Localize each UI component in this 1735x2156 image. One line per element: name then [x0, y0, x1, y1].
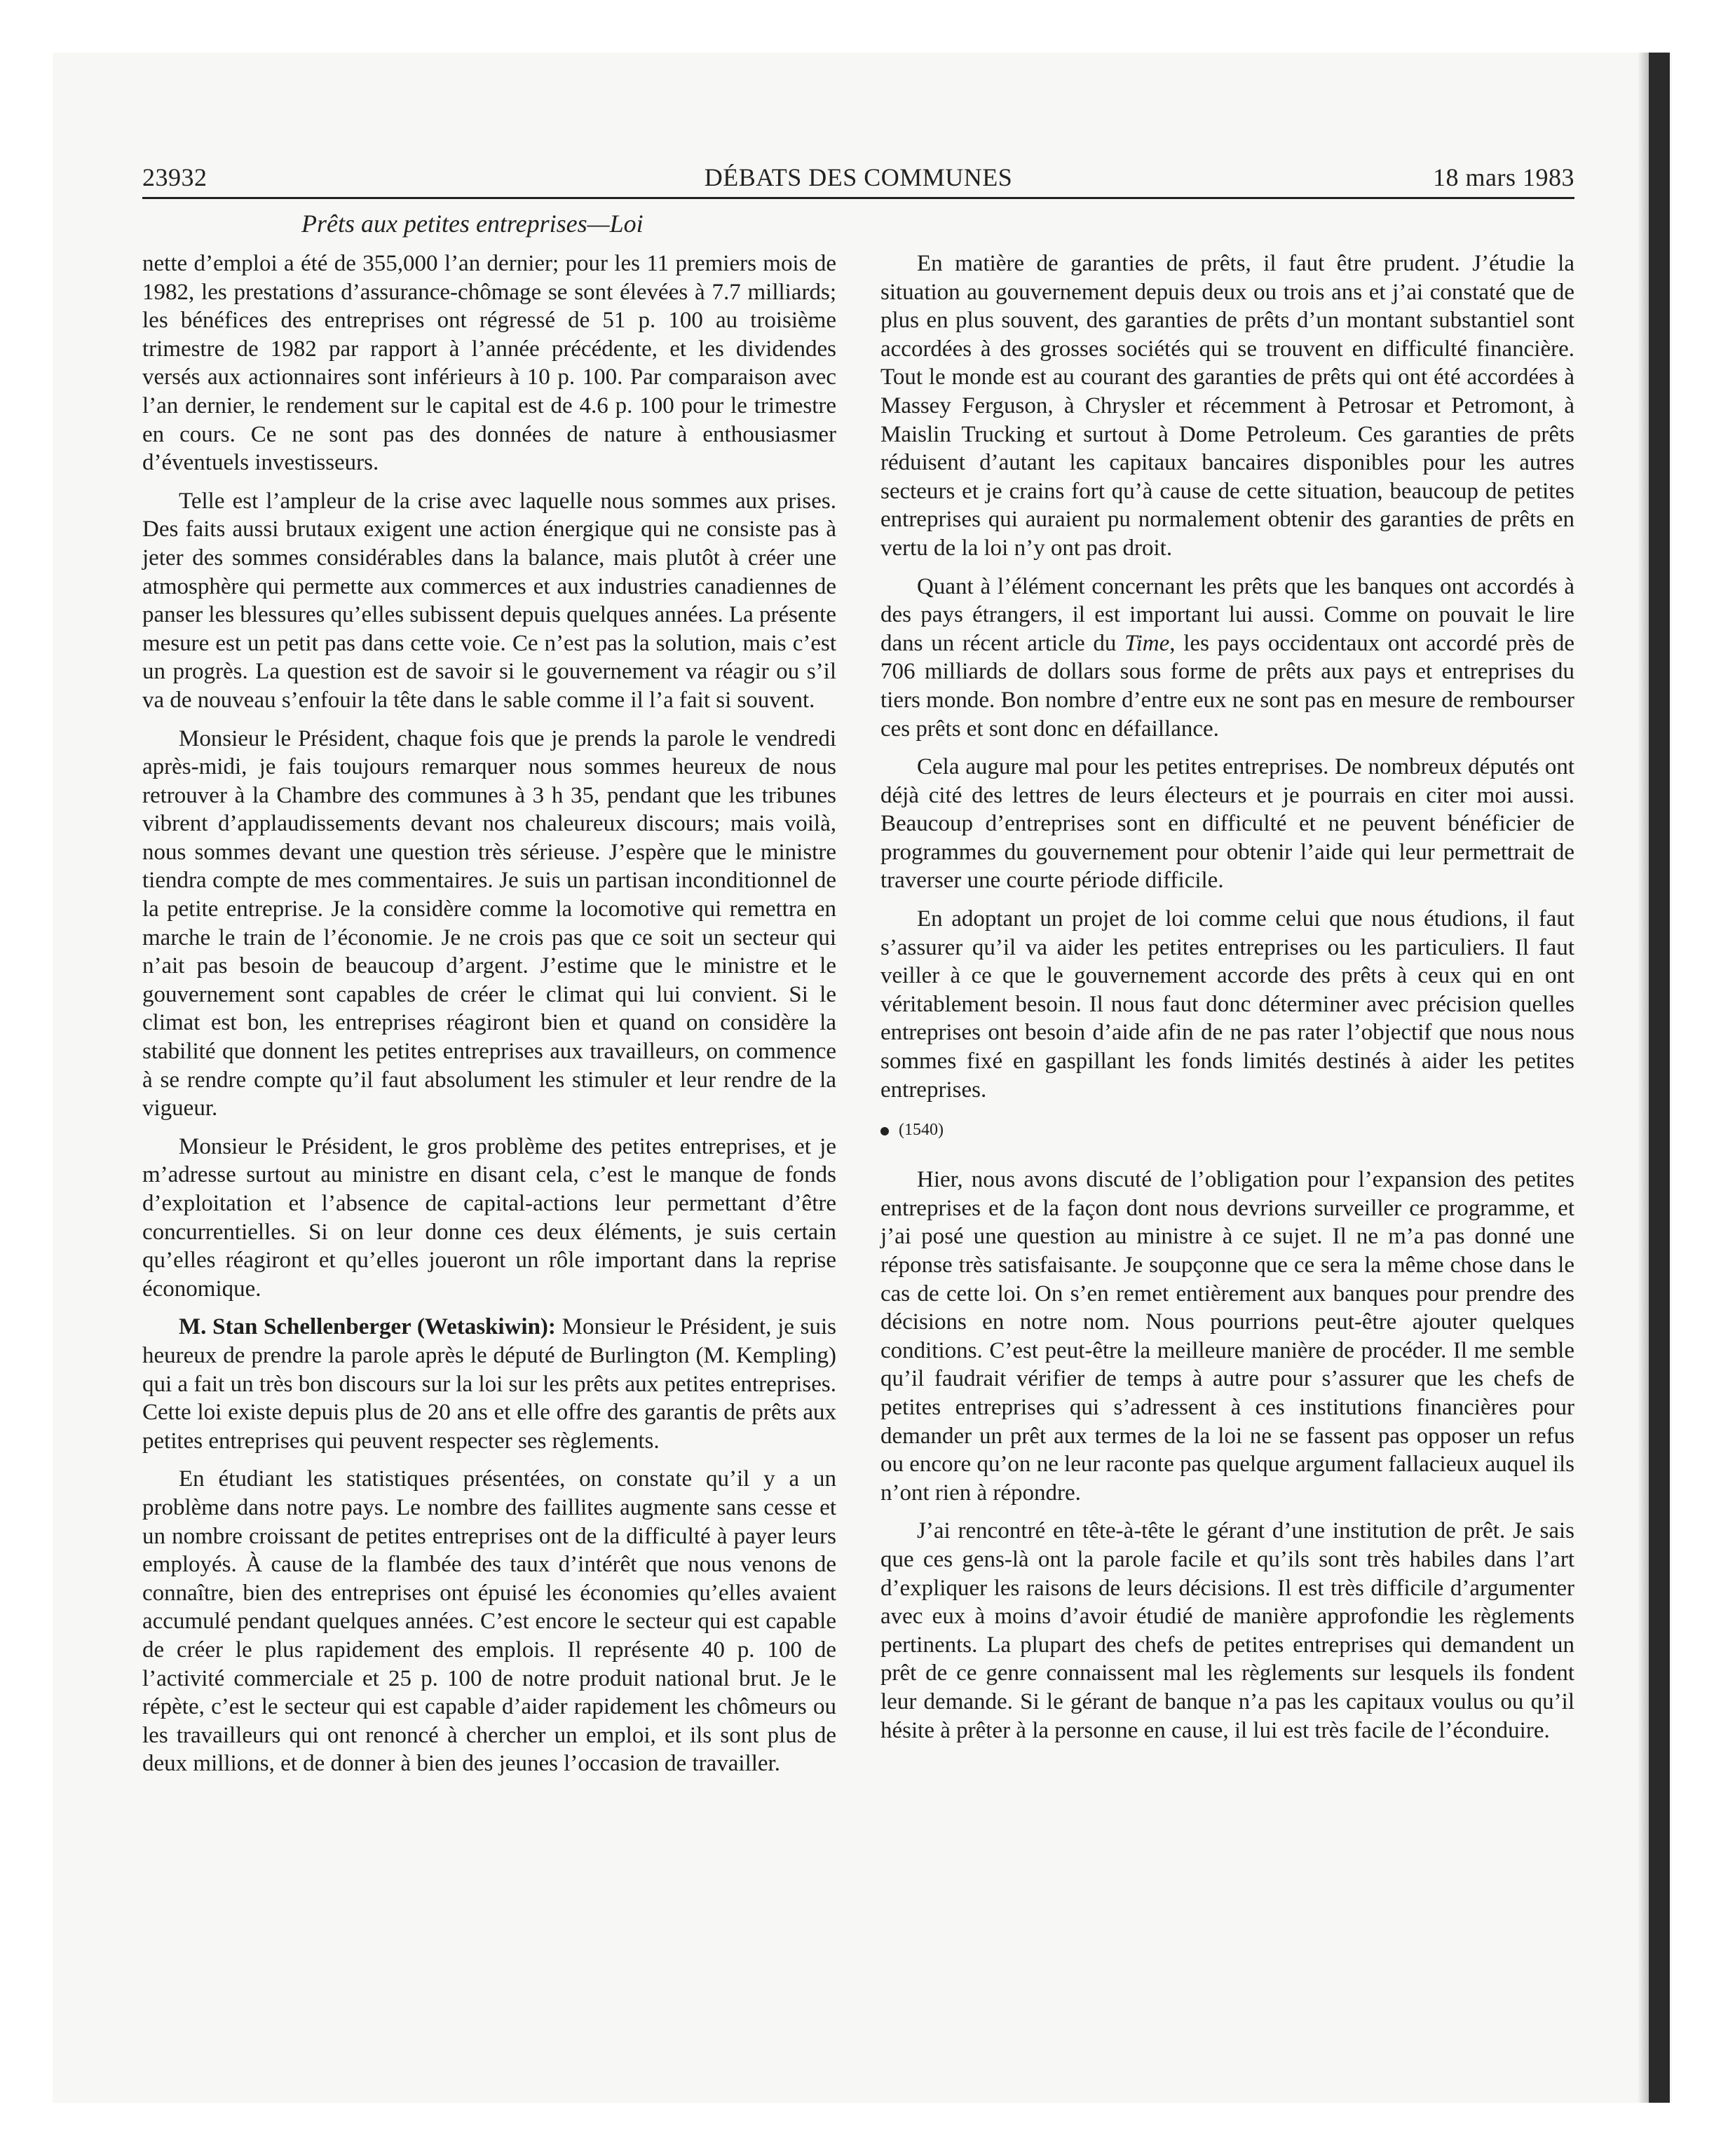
binding-edge: [1649, 53, 1670, 2103]
running-header: [142, 158, 1574, 200]
left-column: [142, 250, 836, 1788]
paragraph: Cela augure mal pour les petites entreprises. De nombreux députés ont déjà cité des lettres de leurs électeurs et je pourrais en citer moi aussi. Beaucoup d’entreprises sont en difficulté et ne peuvent bénéficier de programmes du gouvernement pour obtenir l’aide qui leur permettrait de traverser une courte période difficile.: [880, 754, 1574, 894]
paragraph: En matière de garanties de prêts, il faut être prudent. J’étudie la situation au gouvernement depuis deux ou trois ans et j’ai constaté que de plus en plus souvent, des garanties de prêts d’un montant substantiel sont accordées à des grosses sociétés qui se trouvent en difficulté financière. Tout le monde est au courant des garanties de prêts qui ont été accordées à Massey Ferguson, à Chrysler et récemment à Petrosar et Petromont, à Maislin Trucking et surtout à Dome Petroleum. Ces garanties de prêts réduisent d’autant les capitaux bancaires disponibles pour les autres secteurs et je crains fort qu’à cause de cette situation, beaucoup de petites entreprises qui auraient pu normalement obtenir des garanties de prêts en vertu de la loi n’y ont pas droit.: [880, 251, 1574, 561]
section-title: Prêts aux petites entreprises—Loi: [301, 210, 644, 238]
paragraph: Hier, nous avons discuté de l’obligation pour l’expansion des petites entreprises et de la façon dont nous devrions surveiller ce programme, et j’ai posé une question au ministre à ce sujet. Il ne m’a pas donné une réponse très satisfaisante. Je soupçonne que ce sera la même chose dans le cas de cette loi. On s’en remet entièrement aux banques pour prendre des décisions en notre nom. Nous pourrions peut-être ajouter quelques conditions. C’est peut-être la meilleure manière de procéder. Il me semble qu’il faudrait vérifier de temps à autre pour s’assurer que les chefs de petites entreprises qui s’adressent à ces institutions financières pour demander un prêt aux termes de la loi ne se fassent pas opposer un refus ou encore qu’on ne leur raconte pas quelque argument fallacieux auquel ils n’ont rien à répondre.: [880, 1167, 1574, 1506]
paragraph: nette d’emploi a été de 355,000 l’an dernier; pour les 11 premiers mois de 1982, les prestations d’assurance-chômage se sont élevées à 7.7 milliards; les bénéfices des entreprises ont régressé de 51 p. 100 au troisième trimestre de 1982 par rapport à l’année précédente, et les dividendes versés aux actionnaires sont inférieurs à 10 p. 100. Par comparaison avec l’an dernier, le rendement sur le capital est de 4.6 p. 100 pour le trimestre en cours. Ce ne sont pas des données de nature à enthousiasmer d’éventuels investisseurs.: [142, 251, 836, 476]
time-marker: [880, 1119, 1574, 1140]
speech-text: Monsieur le Président, je suis heureux de prendre la parole après le député de Burlington (M. Kempling) qui a fait un très bon discours sur la loi sur les prêts aux petites entreprises. Cette loi existe depuis plus de 20 ans et elle offre des garantis de prêts aux petites entreprises qui peuvent respecter ses règlements.: [142, 1314, 836, 1454]
speaker-paragraph: [142, 1313, 836, 1455]
publication-name: Time: [1124, 630, 1170, 656]
paragraph: En adoptant un projet de loi comme celui que nous étudions, il faut s’assurer qu’il va aider les petites entreprises ou les particuliers. Il faut veiller à ce que le gouvernement accorde des prêts à ceux qui en ont véritablement besoin. Il nous faut donc déterminer avec précision quelles entreprises ont besoin d’aide afin de ne pas rater l’objectif que nous nous sommes fixé en gaspillant les fonds limités destinés à aider les petites entreprises.: [880, 906, 1574, 1103]
text-run: Quant à l’élément concernant les prêts que les banques ont accordés à des pays étrangers, il est important lui aussi. Comme on pouvait le lire dans un récent article du: [880, 573, 1574, 656]
bullet-dot-icon: [880, 1127, 889, 1135]
paragraph: Monsieur le Président, chaque fois que je prends la parole le vendredi après-midi, je fais toujours remarquer nous sommes heureux de nous retrouver à la Chambre des communes à 3 h 35, pendant que les tribunes vibrent d’applaudissements devant nos chaleureux discours; mais voilà, nous sommes devant une question très sérieuse. J’espère que le ministre tiendra compte de mes commentaires. Je suis un partisan inconditionnel de la petite entreprise. Je la considère comme la locomotive qui remettra en marche le train de l’économie. Je ne crois pas que ce soit un secteur qui n’ait pas besoin de beaucoup d’argent. J’estime que le ministre et le gouvernement sont capables de créer le climat qui lui convient. Si le climat est bon, les entreprises réagiront bien et quand on considère la stabilité que donnent les petites entreprises aux travailleurs, on commence à se rendre compte qu’il faut absolument les stimuler et leur rendre de la vigueur.: [142, 725, 836, 1121]
paragraph: En étudiant les statistiques présentées, on constate qu’il y a un problème dans notre pays. Le nombre des faillites augmente sans cesse et un nombre croissant de petites entreprises ont de la difficulté à payer leurs employés. À cause de la flambée des taux d’intérêt que nous venons de connaître, bien des entreprises ont épuisé les économies qu’elles avaient accumulé pendant quelques années. C’est encore le secteur qui est capable de créer le plus rapidement des emplois. Il représente 40 p. 100 de l’activité commerciale et 25 p. 100 de notre produit national brut. Je le répète, c’est le secteur qui est capable d’aider rapidement les chômeurs ou les travailleurs qui ont renoncé à chercher un emploi, et ils sont plus de deux millions, et de donner à bien des jeunes l’occasion de travailler.: [142, 1466, 836, 1777]
page-number: 23932: [142, 163, 207, 191]
paragraph: Telle est l’ampleur de la crise avec laquelle nous sommes aux prises. Des faits aussi brutaux exigent une action énergique qui ne consiste pas à jeter des sommes considérables dans la balance, mais plutôt à créer une atmosphère qui permette aux commerces et aux industries canadiennes de panser les blessures qu’elles subissent depuis quelques années. La présente mesure est un petit pas dans cette voie. Ce n’est pas la solution, mais c’est un progrès. La question est de savoir si le gouvernement va réagir ou s’il va de nouveau s’enfouir la tête dans le sable comme il l’a fait si souvent.: [142, 488, 836, 713]
publication-title: DÉBATS DES COMMUNES: [704, 163, 1013, 191]
paragraph: Monsieur le Président, le gros problème des petites entreprises, et je m’adresse surtout au ministre en disant cela, c’est le manque de fonds d’exploitation et l’absence de capital-actions leur permettant d’être concurrentielles. Si on leur donne ces deux éléments, je suis certain qu’elles réagiront et qu’elles joueront un rôle important dans la reprise économique.: [142, 1133, 836, 1302]
binding-shadow: [1638, 53, 1649, 2103]
header-rule: [142, 197, 1574, 199]
text-run: , les pays occidentaux ont accordé près de 706 milliards de dollars sous forme de prêts aux pays et entreprises du tiers monde. Bon nombre d’entre eux ne sont pas en mesure de rembourser ces prêts et sont donc en défaillance.: [880, 630, 1574, 742]
paragraph: J’ai rencontré en tête-à-tête le gérant d’une institution de prêt. Je sais que ces gens-là ont la parole facile et qu’ils sont très habiles dans l’art d’expliquer les raisons de leurs décisions. Il est très difficile d’argumenter avec eux à moins d’avoir étudié de manière approfondie les règlements pertinents. La plupart des chefs de petites entreprises qui demandent un prêt de ce genre connaissent mal les règlements sur lesquels ils fondent leur demande. Si le gérant de banque n’a pas les capitaux voulus ou qu’il hésite à prêter à la personne en cause, il lui est très facile de l’éconduire.: [880, 1518, 1574, 1743]
right-column: [880, 250, 1574, 1754]
speaker-name: M. Stan Schellenberger (Wetaskiwin):: [179, 1314, 556, 1340]
paragraph: [880, 573, 1574, 744]
header-date: 18 mars 1983: [1433, 163, 1574, 191]
time-marker-label: (1540): [899, 1121, 944, 1140]
